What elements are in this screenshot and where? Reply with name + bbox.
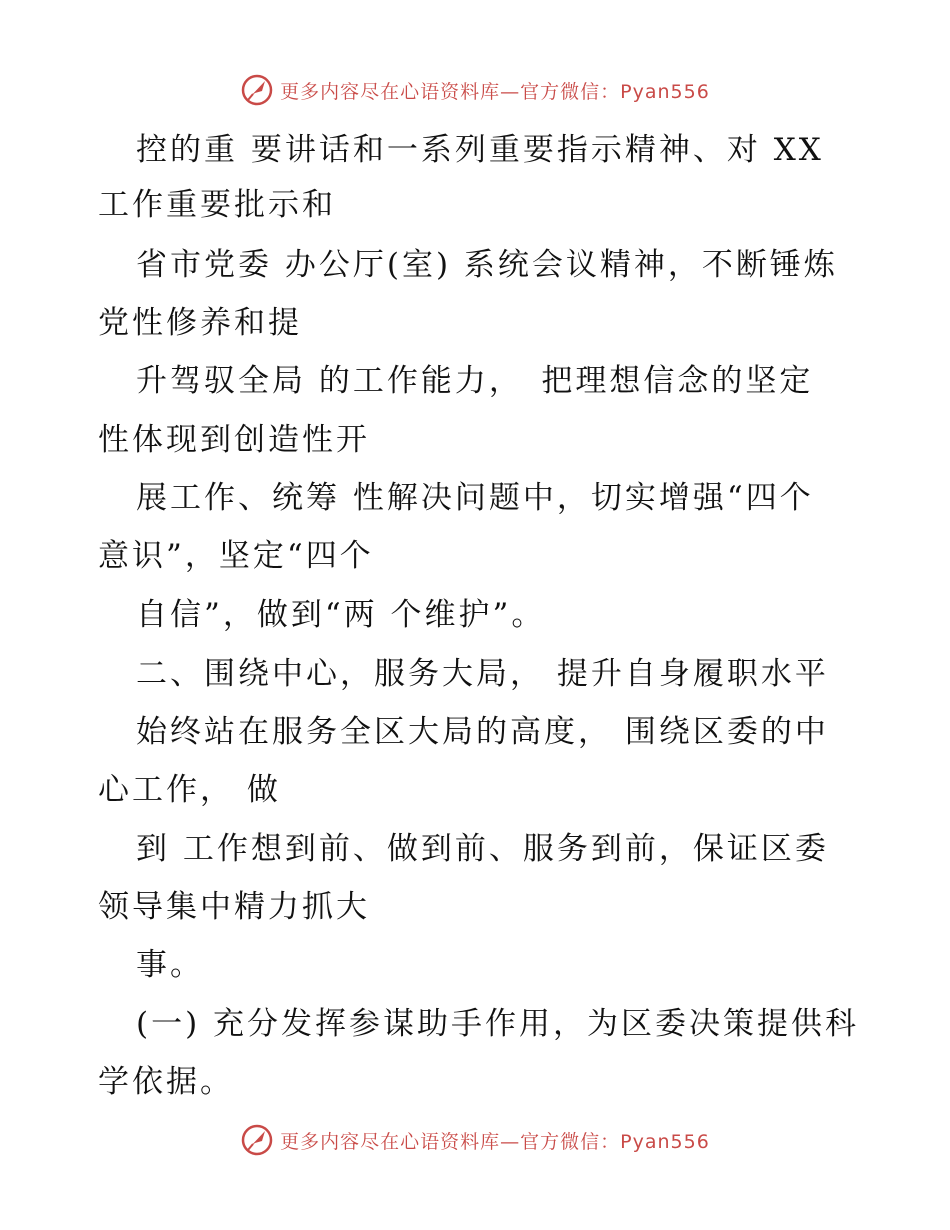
watermark-text: 更多内容尽在心语资料库—官方微信：Pyan556 — [280, 80, 710, 103]
subsection-heading: (一) 充分发挥参谋助手作用，为区委决策提供科 — [136, 1006, 860, 1042]
body-line: 省市党委 办公厅(室) 系统会议精神，不断锤炼 — [136, 247, 838, 283]
watermark-text: 更多内容尽在心语资料库—官方微信：Pyan556 — [280, 1130, 710, 1153]
body-line: 工作重要批示和 — [98, 187, 336, 223]
quill-circle-icon — [240, 1123, 274, 1157]
body-line: 学依据。 — [98, 1064, 234, 1100]
body-line: 事。 — [136, 947, 204, 983]
body-line: 心工作， 做 — [98, 772, 281, 808]
footer-watermark — [0, 1120, 950, 1160]
body-line: 控的重 要讲话和一系列重要指示精神、对 XX — [136, 132, 824, 168]
body-line: 升驾驭全局 的工作能力， 把理想信念的坚定 — [136, 363, 814, 399]
body-line: 始终站在服务全区大局的高度， 围绕区委的中 — [136, 714, 829, 750]
body-line: 性体现到创造性开 — [98, 422, 370, 458]
body-line: 党性修养和提 — [98, 305, 302, 341]
body-line: 自信”，做到“两 个维护”。 — [136, 597, 546, 633]
body-line: 展工作、统筹 性解决问题中，切实增强“四个 — [136, 480, 814, 516]
section-heading: 二、围绕中心，服务大局， 提升自身履职水平 — [136, 656, 829, 692]
quill-circle-icon — [240, 73, 274, 107]
body-line: 意识”，坚定“四个 — [98, 538, 374, 574]
body-line: 到 工作想到前、做到前、服务到前，保证区委 — [136, 831, 829, 867]
body-line: 领导集中精力抓大 — [98, 889, 370, 925]
header-watermark — [0, 70, 950, 110]
